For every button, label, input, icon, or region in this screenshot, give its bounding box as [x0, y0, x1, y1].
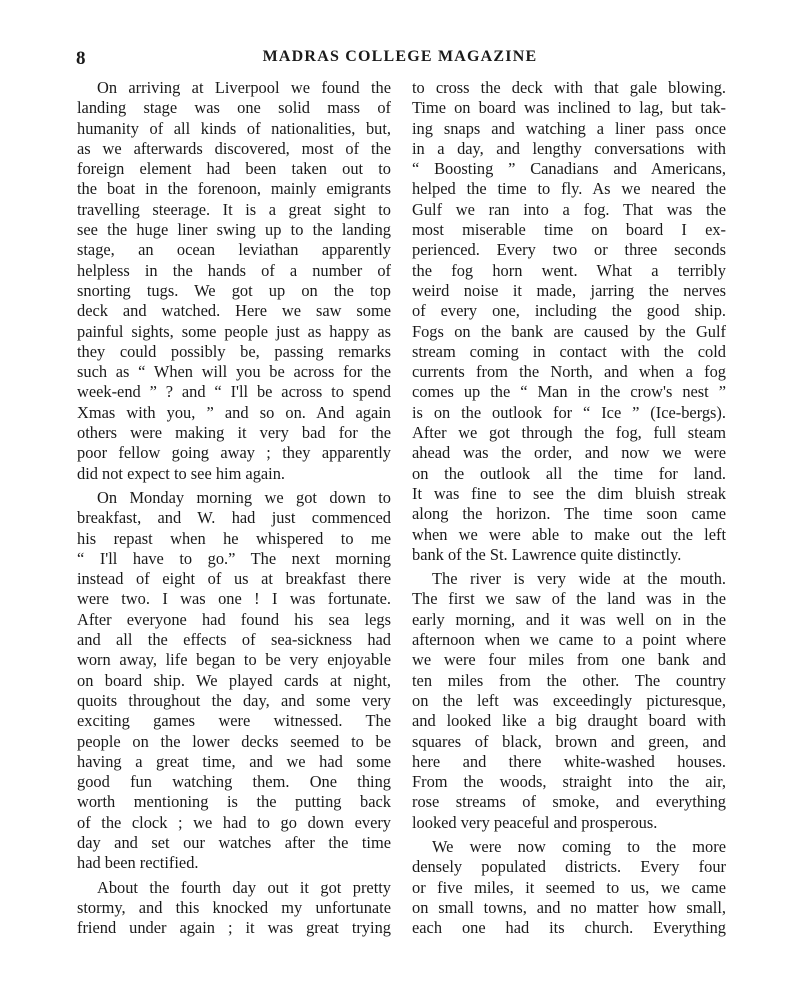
text-line: of every one, including the good ship.	[412, 301, 726, 321]
text-line: ahead was the order, and now we were	[412, 443, 726, 463]
text-line: After we got through the fog, full steam	[412, 423, 726, 443]
text-line: “ Boosting ” Canadians and Americans,	[412, 159, 726, 179]
text-line: About the fourth day out it got pretty	[97, 877, 391, 897]
text-line: day and set our watches after the time	[77, 832, 391, 852]
text-line: along the horizon. The time soon came	[412, 504, 726, 524]
text-line: and all the effects of sea-sickness had	[77, 630, 391, 650]
text-line: afternoon when we came to a point where	[412, 630, 726, 650]
text-line: having a great time, and we had some	[77, 751, 391, 771]
text-line: on the outlook all the time for land.	[412, 463, 726, 483]
text-line: friend under again ; it was great trying	[77, 918, 391, 938]
text-line: good fun watching them. One thing	[77, 772, 391, 792]
text-line: his repast when he whispered to me	[77, 528, 391, 548]
page-number: 8	[76, 48, 86, 69]
text-line: comes up the “ Man in the crow's nest ”	[412, 382, 726, 402]
text-line: looked very peaceful and prosperous.	[412, 812, 658, 832]
text-line: exciting games were witnessed. The	[77, 711, 391, 731]
text-line: as we afterwards discovered, most of the	[77, 138, 391, 158]
text-line: rose streams of smoke, and everything	[412, 792, 726, 812]
text-line: quoits throughout the day, and some very	[77, 690, 391, 710]
text-line: of the clock ; we had to go down every	[77, 812, 391, 832]
text-line: On Monday morning we got down to	[97, 487, 391, 507]
text-line: We were now coming to the more	[432, 836, 726, 856]
text-line: perienced. Every two or three seconds	[412, 240, 726, 260]
text-line: did not expect to see him again.	[77, 463, 286, 483]
text-line: On arriving at Liverpool we found the	[97, 78, 391, 97]
text-line: From the woods, straight into the air,	[412, 772, 726, 792]
text-line: breakfast, and W. had just commenced	[77, 508, 391, 528]
text-line: worth mentioning is the putting back	[77, 792, 391, 812]
text-line: to cross the deck with that gale blowing.	[412, 78, 726, 97]
magazine-title: MADRAS COLLEGE MAGAZINE	[262, 48, 538, 65]
text-line: snorting tugs. We got up on the top	[77, 280, 391, 300]
text-line: Xmas with you, ” and so on. And again	[77, 402, 391, 422]
text-line: densely populated districts. Every four	[412, 857, 726, 877]
text-line: most miserable time on board I ex-	[412, 220, 726, 240]
text-line: people on the lower decks seemed to be	[77, 731, 391, 751]
text-line: the fog horn went. What a terribly	[412, 260, 726, 280]
text-line: The first we saw of the land was in the	[412, 589, 726, 609]
text-line: landing stage was one solid mass of	[77, 98, 391, 118]
text-line: Fogs on the bank are caused by the Gulf	[412, 321, 726, 341]
text-line: each one had its church. Everything	[412, 918, 726, 938]
text-line: stage, an ocean leviathan apparently	[77, 240, 391, 260]
text-line: here and there white-washed houses.	[412, 751, 726, 771]
text-line: After everyone had found his sea legs	[77, 609, 391, 629]
text-line: currents from the North, and when a fog	[412, 362, 726, 382]
text-line: such as “ When will you be across for the	[77, 362, 391, 382]
text-line: ten miles from the other. The country	[412, 670, 726, 690]
text-line: Time on board was inclined to lag, but tak-	[412, 98, 726, 118]
text-line: “ I'll have to go.” The next morning	[77, 548, 391, 568]
text-line: see the huge liner swing up to the landing	[77, 220, 391, 240]
text-line: others were making it very bad for the	[77, 423, 391, 443]
text-line: painful sights, some people just as happy as	[77, 321, 391, 341]
text-line: It was fine to see the dim bluish streak	[412, 483, 726, 503]
text-line: had been rectified.	[77, 853, 199, 873]
text-line: humanity of all kinds of nationalities, but,	[77, 118, 391, 138]
text-line: foreign element had been taken out to	[77, 159, 391, 179]
text-line: early morning, and it was well on in the	[412, 609, 726, 629]
right-column	[412, 78, 726, 938]
text-line: the boat in the forenoon, mainly emigrants	[77, 179, 391, 199]
text-line: stream coming in contact with the cold	[412, 341, 726, 361]
text-line: helpless in the hands of a number of	[77, 260, 391, 280]
text-line: stormy, and this knocked my unfortunate	[77, 897, 391, 917]
left-column	[77, 78, 391, 938]
text-line: or five miles, it seemed to us, we came	[412, 877, 726, 897]
text-line: deck and watched. Here we saw some	[77, 301, 391, 321]
text-line: The river is very wide at the mouth.	[432, 569, 726, 589]
text-line: and looked like a big draught board with	[412, 711, 726, 731]
text-line: bank of the St. Lawrence quite distinctly.	[412, 544, 682, 564]
page-header	[76, 48, 724, 72]
text-line: when we were able to make out the left	[412, 524, 726, 544]
text-line: squares of black, brown and green, and	[412, 731, 726, 751]
text-line: weird noise it made, jarring the nerves	[412, 280, 726, 300]
text-line: they could possibly be, passing remarks	[77, 341, 391, 361]
text-line: poor fellow going away ; they apparently	[77, 443, 391, 463]
text-line: were two. I was one ! I was fortunate.	[77, 589, 391, 609]
text-line: helped the time to fly. As we neared the	[412, 179, 726, 199]
text-line: worn away, life began to be very enjoyable	[77, 650, 391, 670]
text-line: Gulf we ran into a fog. That was the	[412, 199, 726, 219]
text-line: on small towns, and no matter how small,	[412, 897, 726, 917]
text-line: we were four miles from one bank and	[412, 650, 726, 670]
text-line: on board ship. We played cards at night,	[77, 670, 391, 690]
text-line: travelling steerage. It is a great sight to	[77, 199, 391, 219]
text-line: in a day, and lengthy conversations with	[412, 138, 726, 158]
text-line: ing snaps and watching a liner pass once	[412, 118, 726, 138]
text-line: is on the outlook for “ Ice ” (Ice-bergs).	[412, 402, 726, 422]
text-line: week-end ” ? and “ I'll be across to spend	[77, 382, 391, 402]
text-line: instead of eight of us at breakfast there	[77, 569, 391, 589]
text-line: on the left was exceedingly picturesque,	[412, 690, 726, 710]
